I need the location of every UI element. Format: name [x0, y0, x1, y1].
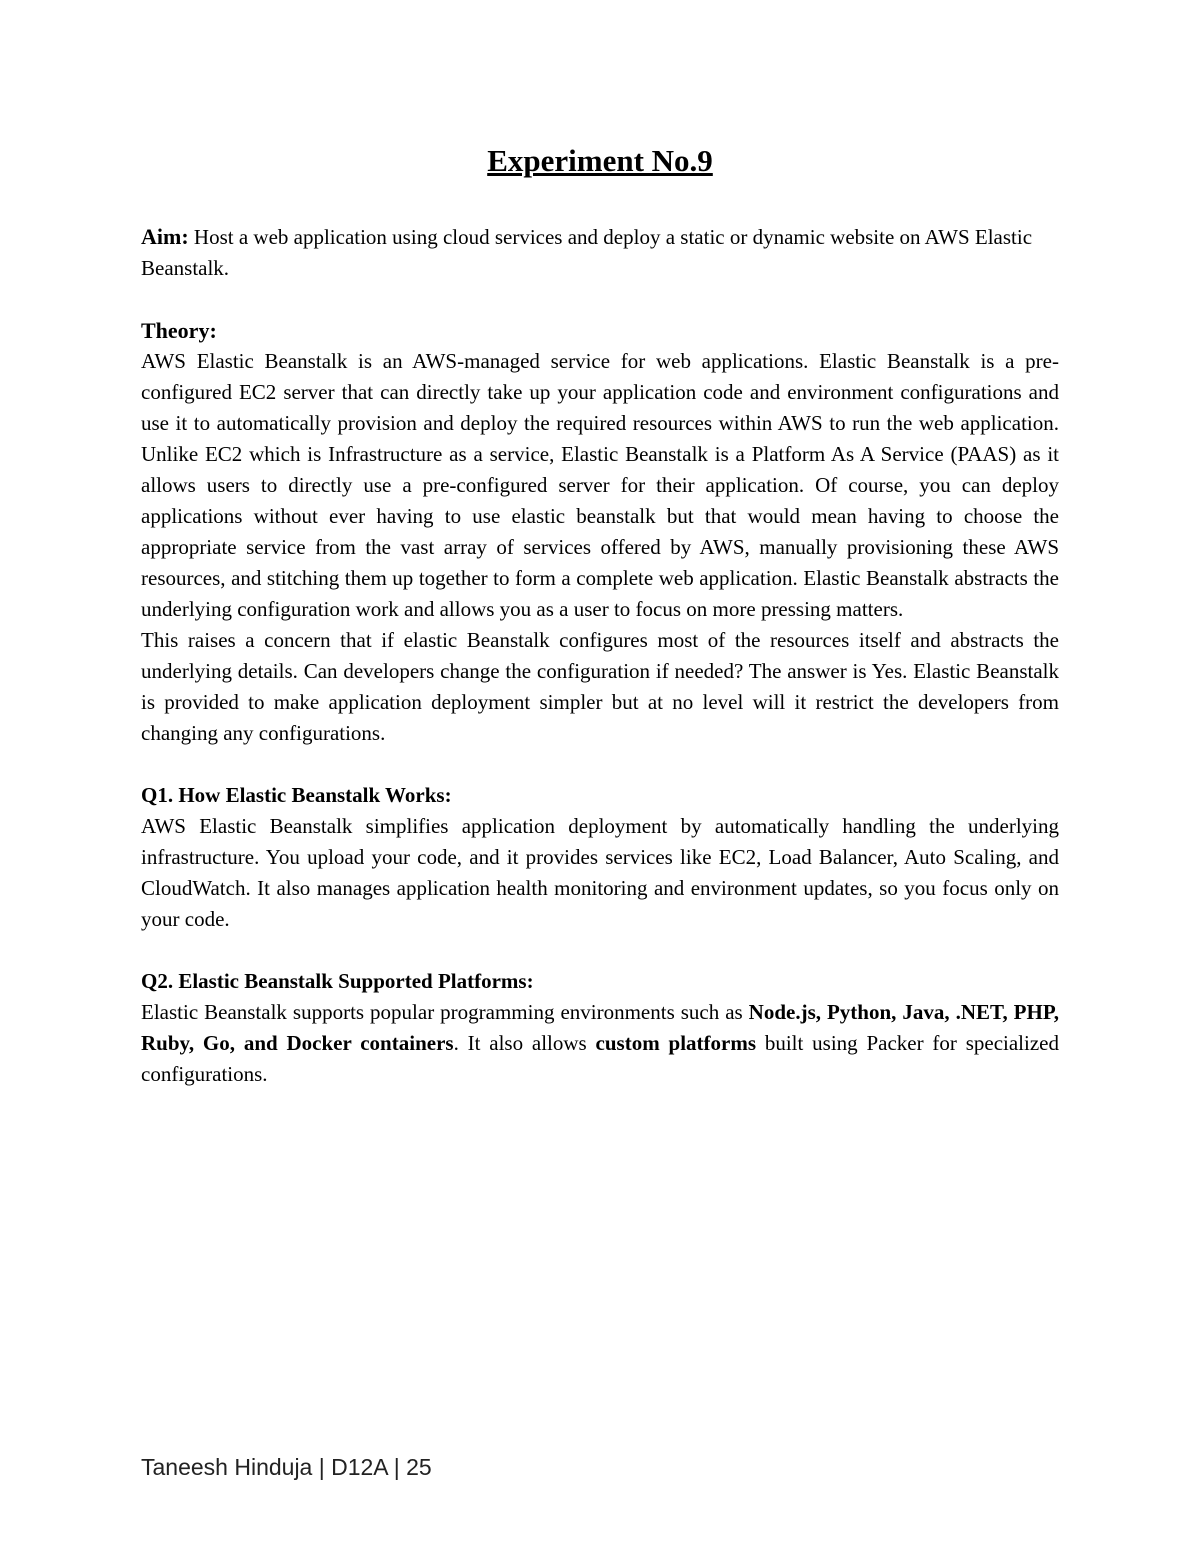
aim-text: Host a web application using cloud services and deploy a static or dynamic website on AWS Elastic Beanstalk. [141, 225, 1033, 280]
aim-paragraph [141, 221, 1059, 284]
q2-custom-platforms: custom platforms [595, 1031, 757, 1055]
q1-text: AWS Elastic Beanstalk simplifies application deployment by automatically handling the underlying infrastructure. You upload your code, and it provides services like EC2, Load Balancer, Auto Scaling, and CloudWatch. It also manages application health monitoring and environment updates, so you focus only on your code. [141, 814, 1059, 931]
q1-heading: Q1. How Elastic Beanstalk Works: [141, 783, 452, 807]
page-footer: Taneesh Hinduja | D12A | 25 [141, 1454, 432, 1480]
q2-text-after: built using Packer for specialized configurations. [141, 1031, 1059, 1086]
q2-text-before: Elastic Beanstalk supports popular programming environments such as [141, 1000, 749, 1024]
theory-paragraph-1: AWS Elastic Beanstalk is an AWS-managed service for web applications. Elastic Beanstalk is a pre-configured EC2 server that can directly take up your application code and environment configurations and use it to automatically provision and deploy the required resources within AWS to run the web application. Unlike EC2 which is Infrastructure as a service, Elastic Beanstalk is a Platform As A Service (PAAS) as it allows users to directly use a pre-configured server for their application. Of course, you can deploy applications without ever having to use elastic beanstalk but that would mean having to choose the appropriate service from the vast array of services offered by AWS, manually provisioning these AWS resources, and stitching them up together to form a complete web application. Elastic Beanstalk abstracts the underlying configuration work and allows you as a user to focus on more pressing matters. [141, 349, 1059, 621]
q2-platforms: Node.js, Python, Java, .NET, PHP, Ruby, Go, and Docker containers [141, 1000, 1059, 1055]
spacer [141, 284, 1059, 315]
theory-paragraph-2: This raises a concern that if elastic Beanstalk configures most of the resources itself and abstracts the underlying details. Can developers change the configuration if needed? The answer is Yes. Elastic Beanstalk is provided to make application deployment simpler but at no level will it restrict the developers from changing any configurations. [141, 628, 1059, 745]
document-body [141, 221, 1059, 1090]
q2-text-middle: . It also allows [453, 1031, 596, 1055]
spacer [141, 749, 1059, 780]
q2-heading: Q2. Elastic Beanstalk Supported Platforms: [141, 969, 534, 993]
q2-text [141, 997, 1059, 1090]
spacer [141, 935, 1059, 966]
aim-label: Aim: [141, 224, 189, 249]
theory-heading: Theory: [141, 318, 217, 343]
page-title: Experiment No.9 [487, 143, 713, 178]
